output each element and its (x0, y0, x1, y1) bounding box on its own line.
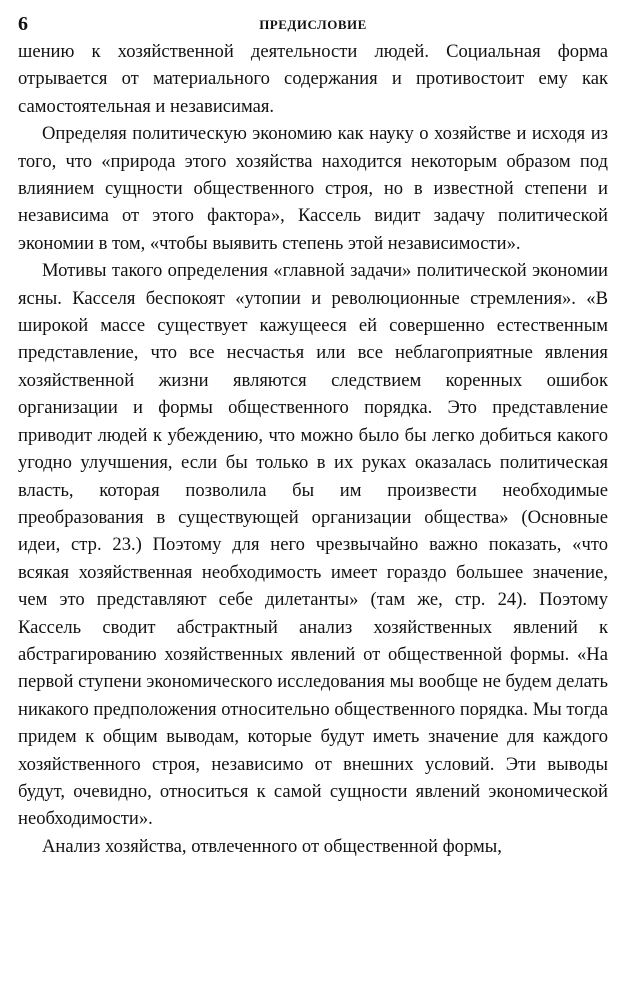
page-body (18, 38, 608, 860)
paragraph-analysis: Анализ хозяйства, отвлеченного от общественной формы, (42, 835, 502, 857)
page-number: 6 (18, 13, 28, 35)
page-header (18, 0, 608, 34)
running-head: ПРЕДИСЛОВИЕ (259, 17, 367, 32)
paragraph-continued: шению к хозяйственной деятельности людей. Социальная форма отрывается от материального содержания и противостоит ему как самостоятельная и независимая. (18, 41, 608, 117)
paragraph-definition: Определяя политическую экономию как науку о хозяйстве и исходя из того, что «природа этого хозяйства находится некоторым образом под влиянием сущности общественного строя, но в известной степени и независима от этого фактора», Кассель видит задачу политической экономии в том, «чтобы выявить степень этой независимости». (18, 123, 608, 254)
paragraph-motives: Мотивы такого определения «главной задачи» политической экономии ясны. Касселя беспокоят «утопии и революционные стремления». «В широкой массе существует кажущееся ей совершенно естественным представление, что все несчастья или все неблагоприятные явления хозяйственной жизни являются следствием коренных ошибок организации и формы общественного порядка. Это представление приводит людей к убеждению, что можно было бы легко добиться какого угодно улучшения, если бы только в их руках оказалась политическая власть, которая позволила бы им произвести необходимые преобразования в существующей организации общества» (Основные идеи, стр. 23.) Поэтому для него чрезвычайно важно показать, «что всякая хозяйственная необходимость имеет гораздо большее значение, чем это представляют себе дилетанты» (там же, стр. 24). Поэтому Кассель сводит абстрактный анализ хозяйственных явлений к абстрагированию хозяйственных явлений от общественной формы. «На первой ступени экономического исследования мы вообще не будем делать никакого предположения относительно общественного порядка. Мы тогда придем к общим выводам, которые будут иметь значение для каждого хозяйственного строя, независимо от внешних условий. Эти выводы будут, очевидно, относиться к самой сущности явлений экономической необходимости». (18, 260, 608, 830)
